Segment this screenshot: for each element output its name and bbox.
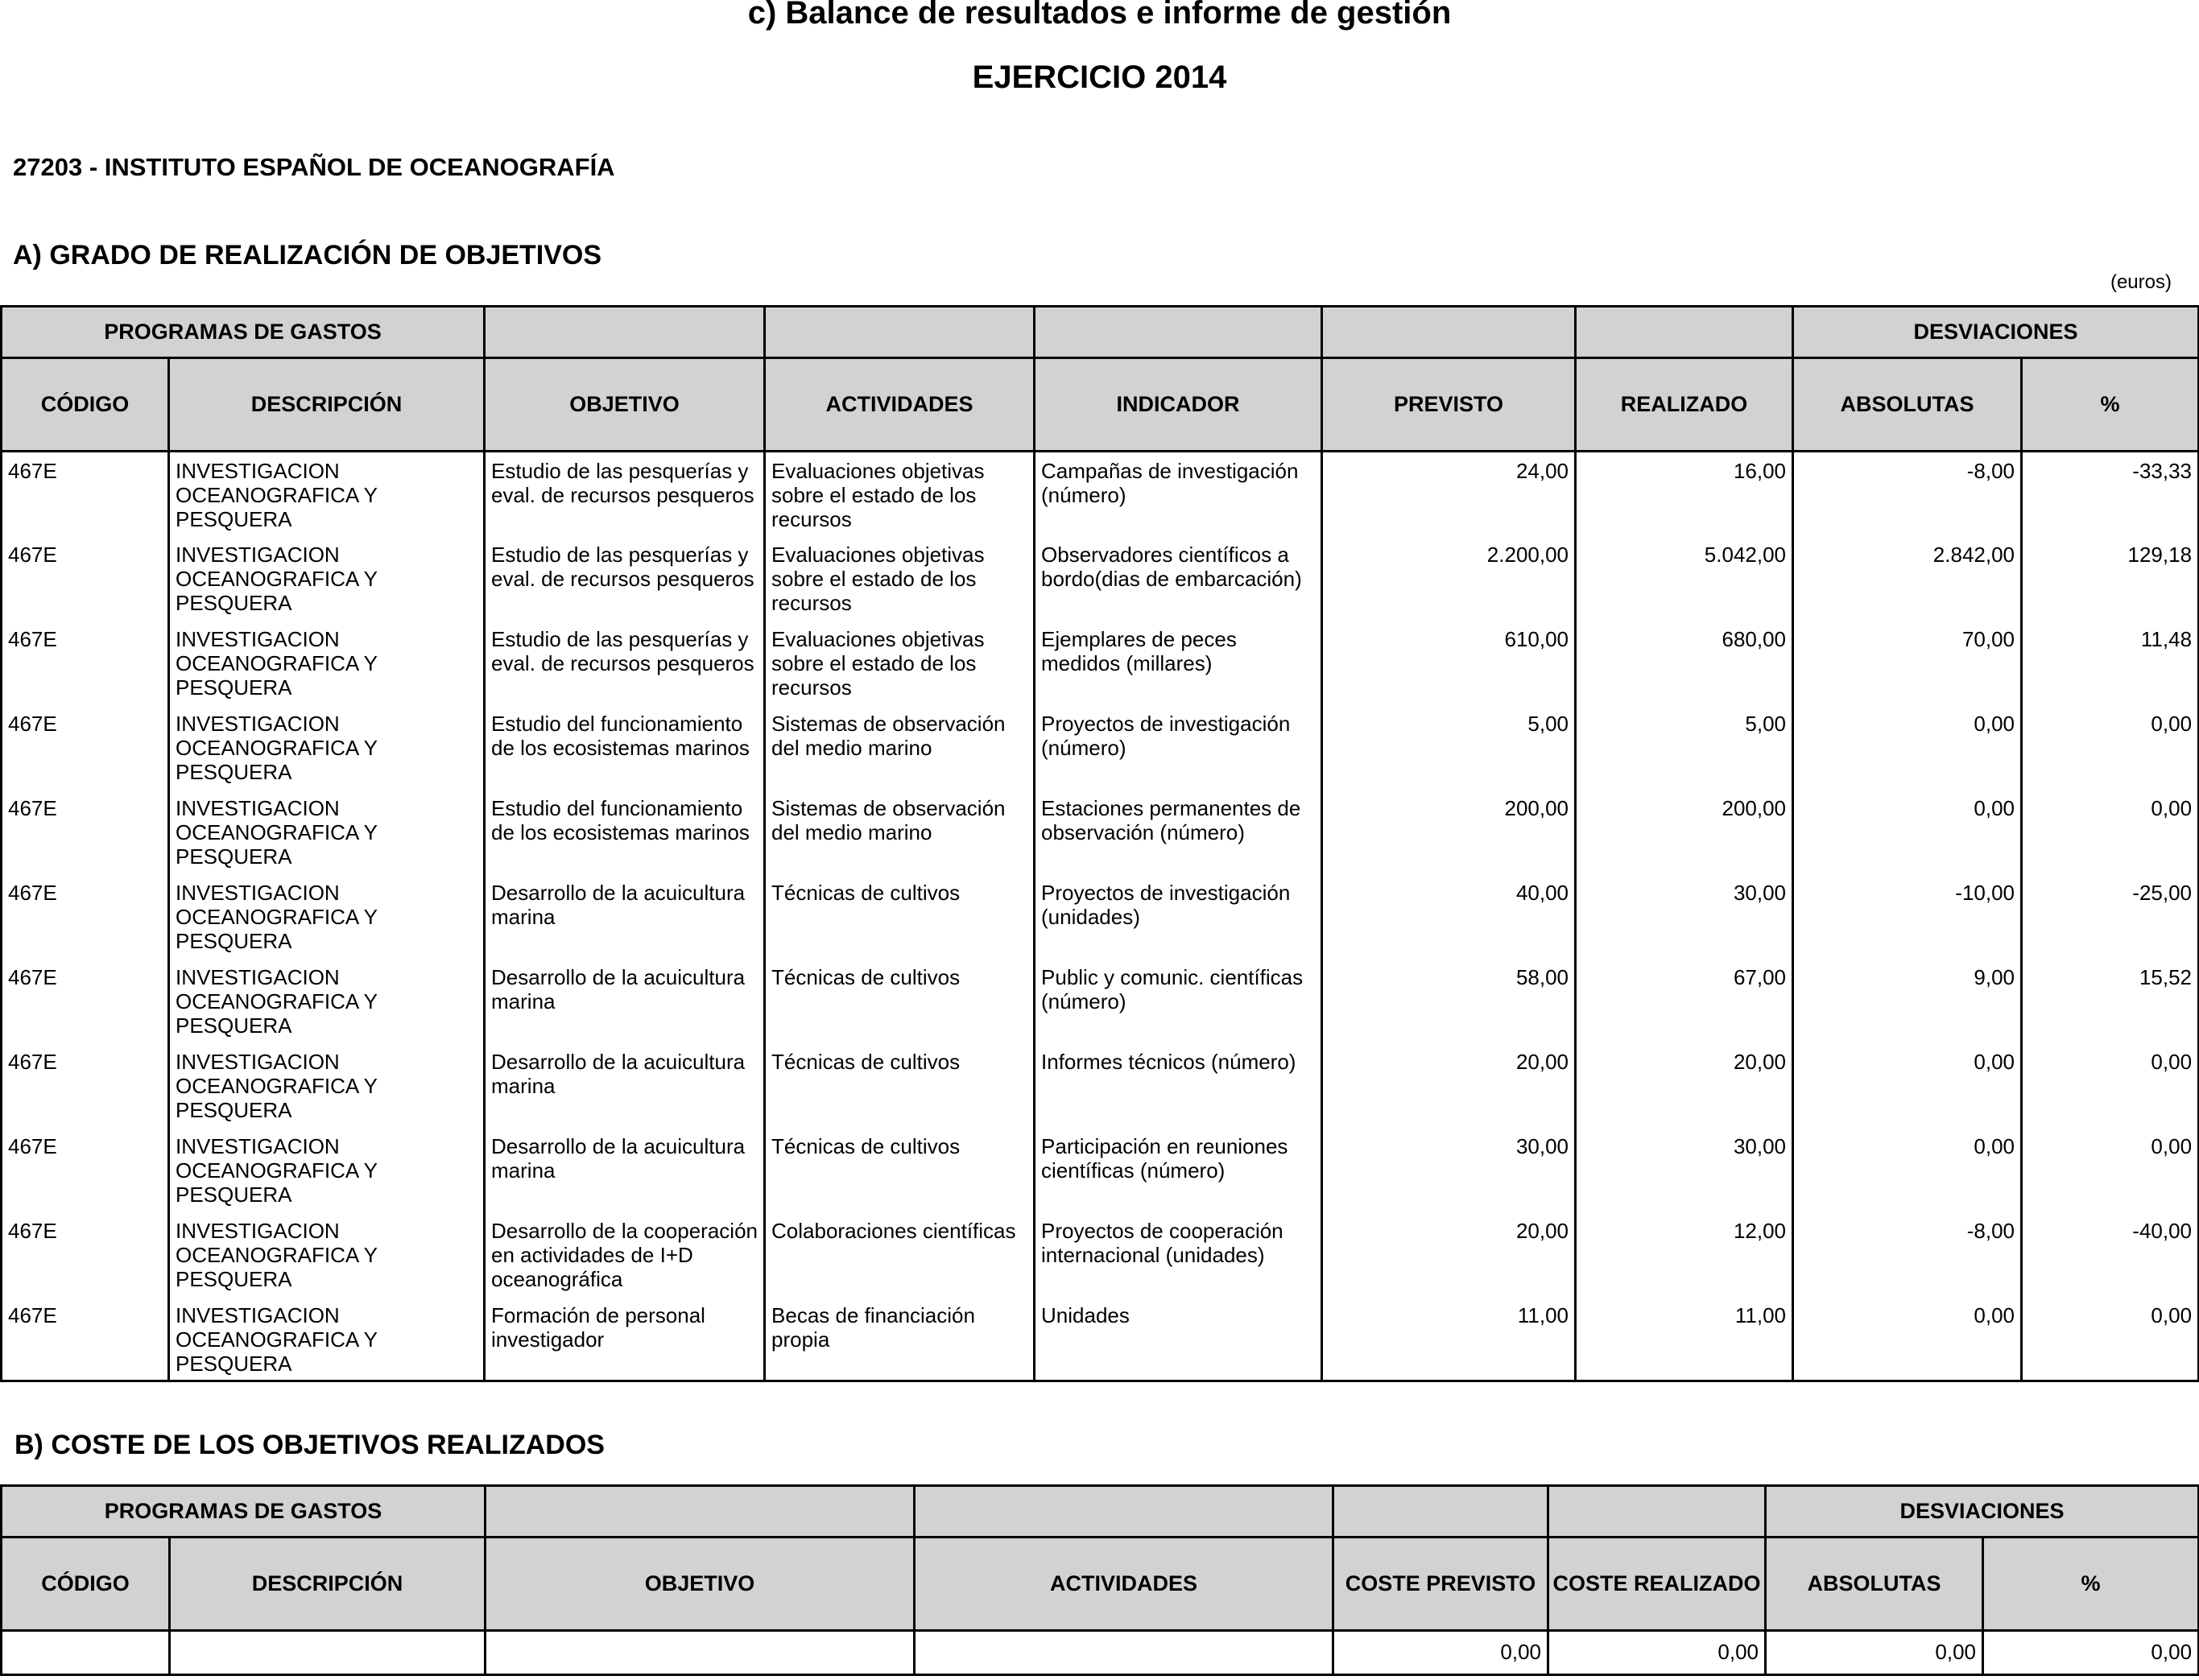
table-cell: Public y comunic. científicas (número) xyxy=(1035,959,1322,1043)
table-row xyxy=(2,1212,2199,1297)
group-header-blank xyxy=(1322,307,1576,358)
table-cell: 467E xyxy=(2,874,169,959)
table-row xyxy=(2,1297,2199,1381)
table-cell: 467E xyxy=(2,1297,169,1381)
group-header-blank xyxy=(1548,1486,1766,1538)
table-cell: Técnicas de cultivos xyxy=(765,1043,1035,1128)
table-row xyxy=(2,874,2199,959)
table-cell: 58,00 xyxy=(1322,959,1576,1043)
table-cell: 24,00 xyxy=(1322,452,1576,536)
table-cell: Desarrollo de la acuicultura marina xyxy=(485,1128,765,1212)
group-header-blank xyxy=(765,307,1035,358)
table-cell: 200,00 xyxy=(1576,790,1793,874)
table-cell: 467E xyxy=(2,1043,169,1128)
table-cell: Proyectos de cooperación internacional (unidades) xyxy=(1035,1212,1322,1297)
table-cell: Estudio del funcionamiento de los ecosistemas marinos xyxy=(485,705,765,790)
table-cell: INVESTIGACION OCEANOGRAFICA Y PESQUERA xyxy=(169,452,485,536)
table-cell: Estudio de las pesquerías y eval. de recursos pesqueros xyxy=(485,452,765,536)
table-cell: INVESTIGACION OCEANOGRAFICA Y PESQUERA xyxy=(169,621,485,705)
table-cell: 5.042,00 xyxy=(1576,536,1793,621)
table-row xyxy=(2,705,2199,790)
table-cell: -40,00 xyxy=(2022,1212,2199,1297)
table-cell: Campañas de investigación (número) xyxy=(1035,452,1322,536)
table-cell: 11,00 xyxy=(1576,1297,1793,1381)
table-row xyxy=(2,452,2199,536)
column-header: % xyxy=(1983,1538,2199,1631)
table-row xyxy=(2,1128,2199,1212)
table-group-header-row xyxy=(2,307,2199,358)
table-cell: Evaluaciones objetivas sobre el estado de los recursos xyxy=(765,621,1035,705)
group-header-blank xyxy=(485,307,765,358)
column-header: CÓDIGO xyxy=(2,358,169,452)
table-cell: 11,00 xyxy=(1322,1297,1576,1381)
table-cell: -8,00 xyxy=(1793,452,2022,536)
table-cell: 0,00 xyxy=(2022,1128,2199,1212)
table-cell: 200,00 xyxy=(1322,790,1576,874)
table-cell: 16,00 xyxy=(1576,452,1793,536)
table-cell: 20,00 xyxy=(1576,1043,1793,1128)
table-cell: 610,00 xyxy=(1322,621,1576,705)
entity-name: 27203 - INSTITUTO ESPAÑOL DE OCEANOGRAFÍA xyxy=(13,153,615,181)
table-cell: 129,18 xyxy=(2022,536,2199,621)
table-cell: INVESTIGACION OCEANOGRAFICA Y PESQUERA xyxy=(169,536,485,621)
table-cell: 467E xyxy=(2,705,169,790)
fiscal-year-title: EJERCICIO 2014 xyxy=(972,60,1227,95)
table-cell: 11,48 xyxy=(2022,621,2199,705)
table-cell: INVESTIGACION OCEANOGRAFICA Y PESQUERA xyxy=(169,1128,485,1212)
group-header-blank xyxy=(1035,307,1322,358)
table-cell: Participación en reuniones científicas (número) xyxy=(1035,1128,1322,1212)
column-header: COSTE REALIZADO xyxy=(1548,1538,1766,1631)
table-cell: 467E xyxy=(2,1212,169,1297)
column-header: ACTIVIDADES xyxy=(915,1538,1333,1631)
table-cell: Desarrollo de la acuicultura marina xyxy=(485,1043,765,1128)
table-cell: -33,33 xyxy=(2022,452,2199,536)
table-cell: 0,00 xyxy=(1548,1631,1766,1675)
table-cell: 9,00 xyxy=(1793,959,2022,1043)
table-cell: 0,00 xyxy=(1983,1631,2199,1675)
table-cell xyxy=(2,1631,170,1675)
table-cell: 0,00 xyxy=(1793,1297,2022,1381)
column-header: DESCRIPCIÓN xyxy=(170,1538,486,1631)
table-cell: 2.200,00 xyxy=(1322,536,1576,621)
currency-units: (euros) xyxy=(2110,271,2172,293)
table-cell: Formación de personal investigador xyxy=(485,1297,765,1381)
table-cell: Evaluaciones objetivas sobre el estado de los recursos xyxy=(765,536,1035,621)
column-header: OBJETIVO xyxy=(486,1538,915,1631)
table-cell: Unidades xyxy=(1035,1297,1322,1381)
table-cell: Estaciones permanentes de observación (número) xyxy=(1035,790,1322,874)
column-header: INDICADOR xyxy=(1035,358,1322,452)
programas-group-header: PROGRAMAS DE GASTOS xyxy=(2,307,485,358)
group-header-blank xyxy=(1333,1486,1548,1538)
group-header-blank xyxy=(486,1486,915,1538)
table-column-header-row xyxy=(2,1538,2199,1631)
table-cell: INVESTIGACION OCEANOGRAFICA Y PESQUERA xyxy=(169,790,485,874)
table-cell: Estudio de las pesquerías y eval. de recursos pesqueros xyxy=(485,621,765,705)
table-cell: 20,00 xyxy=(1322,1212,1576,1297)
column-header: COSTE PREVISTO xyxy=(1333,1538,1548,1631)
group-header-blank xyxy=(915,1486,1333,1538)
table-cell: 467E xyxy=(2,536,169,621)
table-cell: 0,00 xyxy=(2022,705,2199,790)
programas-group-header: PROGRAMAS DE GASTOS xyxy=(2,1486,486,1538)
table-cell: Técnicas de cultivos xyxy=(765,959,1035,1043)
table-cell: 15,52 xyxy=(2022,959,2199,1043)
column-header: OBJETIVO xyxy=(485,358,765,452)
table-cell: Estudio de las pesquerías y eval. de recursos pesqueros xyxy=(485,536,765,621)
table-cell: 0,00 xyxy=(2022,1043,2199,1128)
table-cell: 467E xyxy=(2,1128,169,1212)
table-cell: INVESTIGACION OCEANOGRAFICA Y PESQUERA xyxy=(169,1297,485,1381)
objectives-table xyxy=(0,305,2199,1382)
table-cell: 0,00 xyxy=(2022,1297,2199,1381)
group-header-blank xyxy=(1576,307,1793,358)
table-cell: 0,00 xyxy=(2022,790,2199,874)
table-cell: Estudio del funcionamiento de los ecosistemas marinos xyxy=(485,790,765,874)
desviaciones-group-header: DESVIACIONES xyxy=(1766,1486,2199,1538)
table-cell: -10,00 xyxy=(1793,874,2022,959)
table-cell: 467E xyxy=(2,452,169,536)
table-row xyxy=(2,790,2199,874)
table-cell: -8,00 xyxy=(1793,1212,2022,1297)
table-cell: 467E xyxy=(2,959,169,1043)
table-cell: 30,00 xyxy=(1322,1128,1576,1212)
table-cell: Desarrollo de la cooperación en actividades de I+D oceanográfica xyxy=(485,1212,765,1297)
table-cell: 20,00 xyxy=(1322,1043,1576,1128)
table-cell: Sistemas de observación del medio marino xyxy=(765,705,1035,790)
table-cell: 5,00 xyxy=(1322,705,1576,790)
table-cell: INVESTIGACION OCEANOGRAFICA Y PESQUERA xyxy=(169,1043,485,1128)
table-cell xyxy=(170,1631,486,1675)
table-cell: INVESTIGACION OCEANOGRAFICA Y PESQUERA xyxy=(169,959,485,1043)
table-cell: 467E xyxy=(2,621,169,705)
table-cell: Proyectos de investigación (unidades) xyxy=(1035,874,1322,959)
table-cell xyxy=(915,1631,1333,1675)
column-header: PREVISTO xyxy=(1322,358,1576,452)
cost-table xyxy=(0,1484,2199,1676)
table-cell: 5,00 xyxy=(1576,705,1793,790)
table-cell: 12,00 xyxy=(1576,1212,1793,1297)
column-header: ACTIVIDADES xyxy=(765,358,1035,452)
table-cell: Evaluaciones objetivas sobre el estado de los recursos xyxy=(765,452,1035,536)
table-cell: 30,00 xyxy=(1576,1128,1793,1212)
table-cell: Desarrollo de la acuicultura marina xyxy=(485,874,765,959)
table-cell: Desarrollo de la acuicultura marina xyxy=(485,959,765,1043)
table-cell: 0,00 xyxy=(1793,790,2022,874)
table-cell: 0,00 xyxy=(1793,705,2022,790)
column-header: DESCRIPCIÓN xyxy=(169,358,485,452)
column-header: CÓDIGO xyxy=(2,1538,170,1631)
table-cell: 67,00 xyxy=(1576,959,1793,1043)
table-cell: 30,00 xyxy=(1576,874,1793,959)
table-cell: INVESTIGACION OCEANOGRAFICA Y PESQUERA xyxy=(169,705,485,790)
table-cell: Ejemplares de peces medidos (millares) xyxy=(1035,621,1322,705)
column-header: REALIZADO xyxy=(1576,358,1793,452)
desviaciones-group-header: DESVIACIONES xyxy=(1793,307,2199,358)
table-cell: Técnicas de cultivos xyxy=(765,1128,1035,1212)
document-title: c) Balance de resultados e informe de gestión xyxy=(747,0,1452,31)
table-cell: 0,00 xyxy=(1793,1128,2022,1212)
table-group-header-row xyxy=(2,1486,2199,1538)
table-cell: Técnicas de cultivos xyxy=(765,874,1035,959)
section-a-title: A) GRADO DE REALIZACIÓN DE OBJETIVOS xyxy=(13,240,602,270)
table-cell: 70,00 xyxy=(1793,621,2022,705)
table-row xyxy=(2,621,2199,705)
table-cell: 40,00 xyxy=(1322,874,1576,959)
table-cell: Informes técnicos (número) xyxy=(1035,1043,1322,1128)
table-cell: Observadores científicos a bordo(dias de embarcación) xyxy=(1035,536,1322,621)
table-cell: Proyectos de investigación (número) xyxy=(1035,705,1322,790)
section-b-title: B) COSTE DE LOS OBJETIVOS REALIZADOS xyxy=(14,1430,605,1460)
table-cell: Becas de financiación propia xyxy=(765,1297,1035,1381)
table-cell: -25,00 xyxy=(2022,874,2199,959)
table-cell: 0,00 xyxy=(1333,1631,1548,1675)
table-row xyxy=(2,536,2199,621)
table-cell: 680,00 xyxy=(1576,621,1793,705)
table-row xyxy=(2,959,2199,1043)
table-cell: INVESTIGACION OCEANOGRAFICA Y PESQUERA xyxy=(169,1212,485,1297)
table-cell: 2.842,00 xyxy=(1793,536,2022,621)
column-header: % xyxy=(2022,358,2199,452)
table-cell: 0,00 xyxy=(1793,1043,2022,1128)
table-cell: 0,00 xyxy=(1766,1631,1983,1675)
table-cell: Colaboraciones científicas xyxy=(765,1212,1035,1297)
table-cell xyxy=(486,1631,915,1675)
column-header: ABSOLUTAS xyxy=(1766,1538,1983,1631)
table-row xyxy=(2,1043,2199,1128)
column-header: ABSOLUTAS xyxy=(1793,358,2022,452)
table-column-header-row xyxy=(2,358,2199,452)
table-cell: 467E xyxy=(2,790,169,874)
table-cell: Sistemas de observación del medio marino xyxy=(765,790,1035,874)
table-row xyxy=(2,1631,2199,1675)
table-cell: INVESTIGACION OCEANOGRAFICA Y PESQUERA xyxy=(169,874,485,959)
